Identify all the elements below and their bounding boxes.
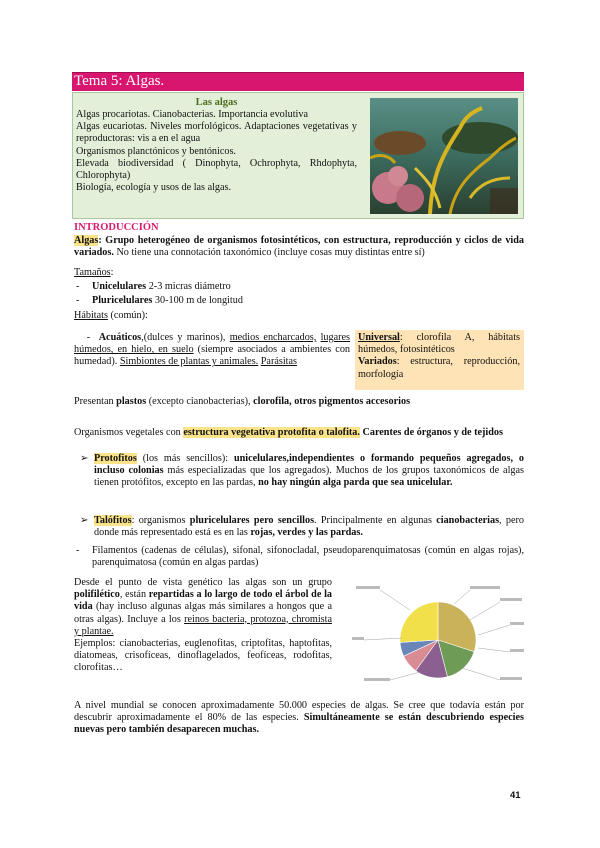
page-number: 41 [510,790,521,801]
structure-highlight: estructura vegetativa protofita o talofita. [183,427,360,438]
summary-text [76,97,357,194]
talofitos-term: Talófitos [94,515,132,526]
summary-line: Elevada biodiversidad ( Dinophyta, Ochrophyta, Rhdophyta, Chlorophyta) [76,157,357,182]
habitat-underlined: Parásitas [260,356,297,368]
protofitos-item [80,453,524,490]
universal-label: Universal [358,332,400,343]
list-item: - Pluricelulares 30-100 m de longitud [76,295,243,307]
photo-coralline [388,166,408,186]
pigments-bold: plastos [116,396,147,407]
summary-heading: Las algas [195,97,238,108]
size-term: Unicelulares [92,281,147,292]
universal-line [358,332,520,356]
photo-coralline [396,184,424,212]
summary-line: Organismos planctónicos y bentónicos. [76,145,236,157]
talofitos-text: , pero donde más representado está es en las [94,515,524,539]
genetics-text: Desde el punto de vista genético las algas son un grupo [74,577,332,588]
genetics-examples: Ejemplos: cianobacterias, euglenofitas, criptofitas, haptofitas, diatomeas, crisofíceas, dinoflagelados, feofíceas, rodofitas, clorofitas… [74,638,332,674]
arrow-bullet-icon: ➢ [80,515,89,526]
section-heading-introduccion: INTRODUCCIÓN [74,222,159,233]
pigments-text: (excepto cianobacterias), [146,396,254,407]
habitats-suffix: (común): [107,310,148,321]
definition-term: Algas [74,235,99,246]
filamentos-text: Filamentos (cadenas de células), sifonal, sifonocladal, pseudoparenquimatosas (común en algas rojas), parenquimatosa (común en algas pardas) [92,545,524,569]
pigments-text: Presentan [74,396,117,407]
talofitos-text: . Principalmente en algunas [314,515,437,526]
talofitos-bold: cianobacterias [436,515,500,526]
habitat-text: - Acuáticos,(dulces y marinos), medios encharcados, lugares húmedos, en hielo, en suelo (siempre asociados a ambientes con humedad). Simbiontes de plantas y animales. Parásitas [74,332,351,368]
closing-bold: Simultáneamente se están descubriendo especies nuevas pero también desaparecen muchas. [74,712,524,736]
protofitos-term: Protofitos [94,453,137,464]
protofitos-bold: no hay ningún alga parda que sea unicelular. [258,477,453,489]
habitats-label-text: Hábitats [74,310,108,321]
universal-text [358,332,520,381]
habitat-underlined: medios encharcados, [229,332,317,343]
pigments-line [74,396,524,408]
sizes-list [76,281,376,307]
algae-definition [74,235,524,259]
summary-line: Algas procariotas. Cianobacterias. Importancia evolutiva [76,109,308,120]
filamentos-item [76,545,524,569]
structure-bold: Carentes de órganos y de tejidos [359,427,503,438]
summary-line: Biología, ecología y usos de las algas. [76,182,232,194]
talofitos-item [80,515,524,539]
arrow-bullet-icon: ➢ [80,453,89,464]
summary-line: Algas eucariotas. Niveles morfológicos. Adaptaciones vegetativas y reproductoras: vis a en el agua [76,121,357,145]
variados-label: Variados [358,356,397,368]
list-item [80,515,524,539]
habitat-term: Acuáticos [98,332,142,343]
pigments-bold: clorofila, otros pigmentos accesorios [253,396,411,407]
genetics-bold: repartidas a lo largo de todo el árbol de la vida [74,589,332,613]
talofitos-bold: pluricelulares pero sencillos [189,515,315,526]
variados-value: : estructura, reproducción, morfología [358,356,520,380]
habitat-underlined: lugares húmedos, en hielo, en suelo [74,332,350,356]
protofitos-text: más especializadas que los agregados). Muchos de los grupos taxonómicos de algas tienen protófitos, excepto en las pardas, [94,465,524,489]
structure-text: Organismos vegetales con [74,427,184,438]
pie-group [400,602,476,678]
genetics-paragraph [74,577,332,675]
habitat-text-part: (siempre asociados a ambientes con humedad). [74,344,351,368]
size-term: Pluricelulares [92,295,153,307]
definition-rest: No tiene una connotación taxonómico (incluye cosas muy distintas entre sí) [113,247,425,259]
habitat-underlined: Simbiontes de plantas y animales. [119,356,259,368]
photo-rock [374,131,426,155]
habitat-text-part: ,(dulces y marinos), [141,332,230,343]
list-item: - Unicelulares 2-3 micras diámetro [76,281,231,292]
species-pie-chart [350,580,524,692]
habitats-label [74,310,148,322]
variados-line [358,356,520,380]
page-title: Tema 5: Algas. [74,73,165,89]
talofitos-text: : organismos [131,515,190,526]
photo-rock [490,188,518,214]
genetics-text: (hay incluso algunas algas más similares a hongos que a otras algas). Incluye a los [74,601,332,625]
sizes-label-text: Tamaños [74,267,111,278]
talofitos-bold: rojas, verdes y las pardas. [250,527,363,539]
closing-text: A nivel mundial se conocen aproximadamente 50.000 especies de algas. Se cree que todavía están por descubrir aproximadamente el 80% de las especies. [74,700,524,724]
genetics-bold: polifilético [74,589,120,601]
list-item [80,453,524,490]
genetics-underlined: reinos bacteria, protozoa, chromista y plantae. [74,613,332,637]
size-value: 30-100 m de longitud [152,295,243,307]
size-value: 2-3 micras diámetro [146,281,231,292]
definition-bold: : Grupo heterogéneo de organismos fotosintéticos, con estructura, reproducción y ciclos de vida variados. [74,235,524,259]
protofitos-text: (los más sencillos): [136,453,234,464]
list-item: - Filamentos (cadenas de células), sifonal, sifonocladal, pseudoparenquimatosas (común en algas rojas), parenquimatosa (común en algas pardas) [76,545,524,569]
genetics-text: , están [119,589,149,601]
structure-intro [74,427,524,439]
algae-photo [370,98,518,214]
sizes-label: Tamaños: [74,267,114,278]
closing-paragraph [74,700,524,737]
protofitos-bold: unicelulares,independientes o formando pequeños agregados, o incluso colonias [94,453,524,477]
universal-value: : clorofila A, hábitats húmedos, fotosintéticos [358,332,520,356]
